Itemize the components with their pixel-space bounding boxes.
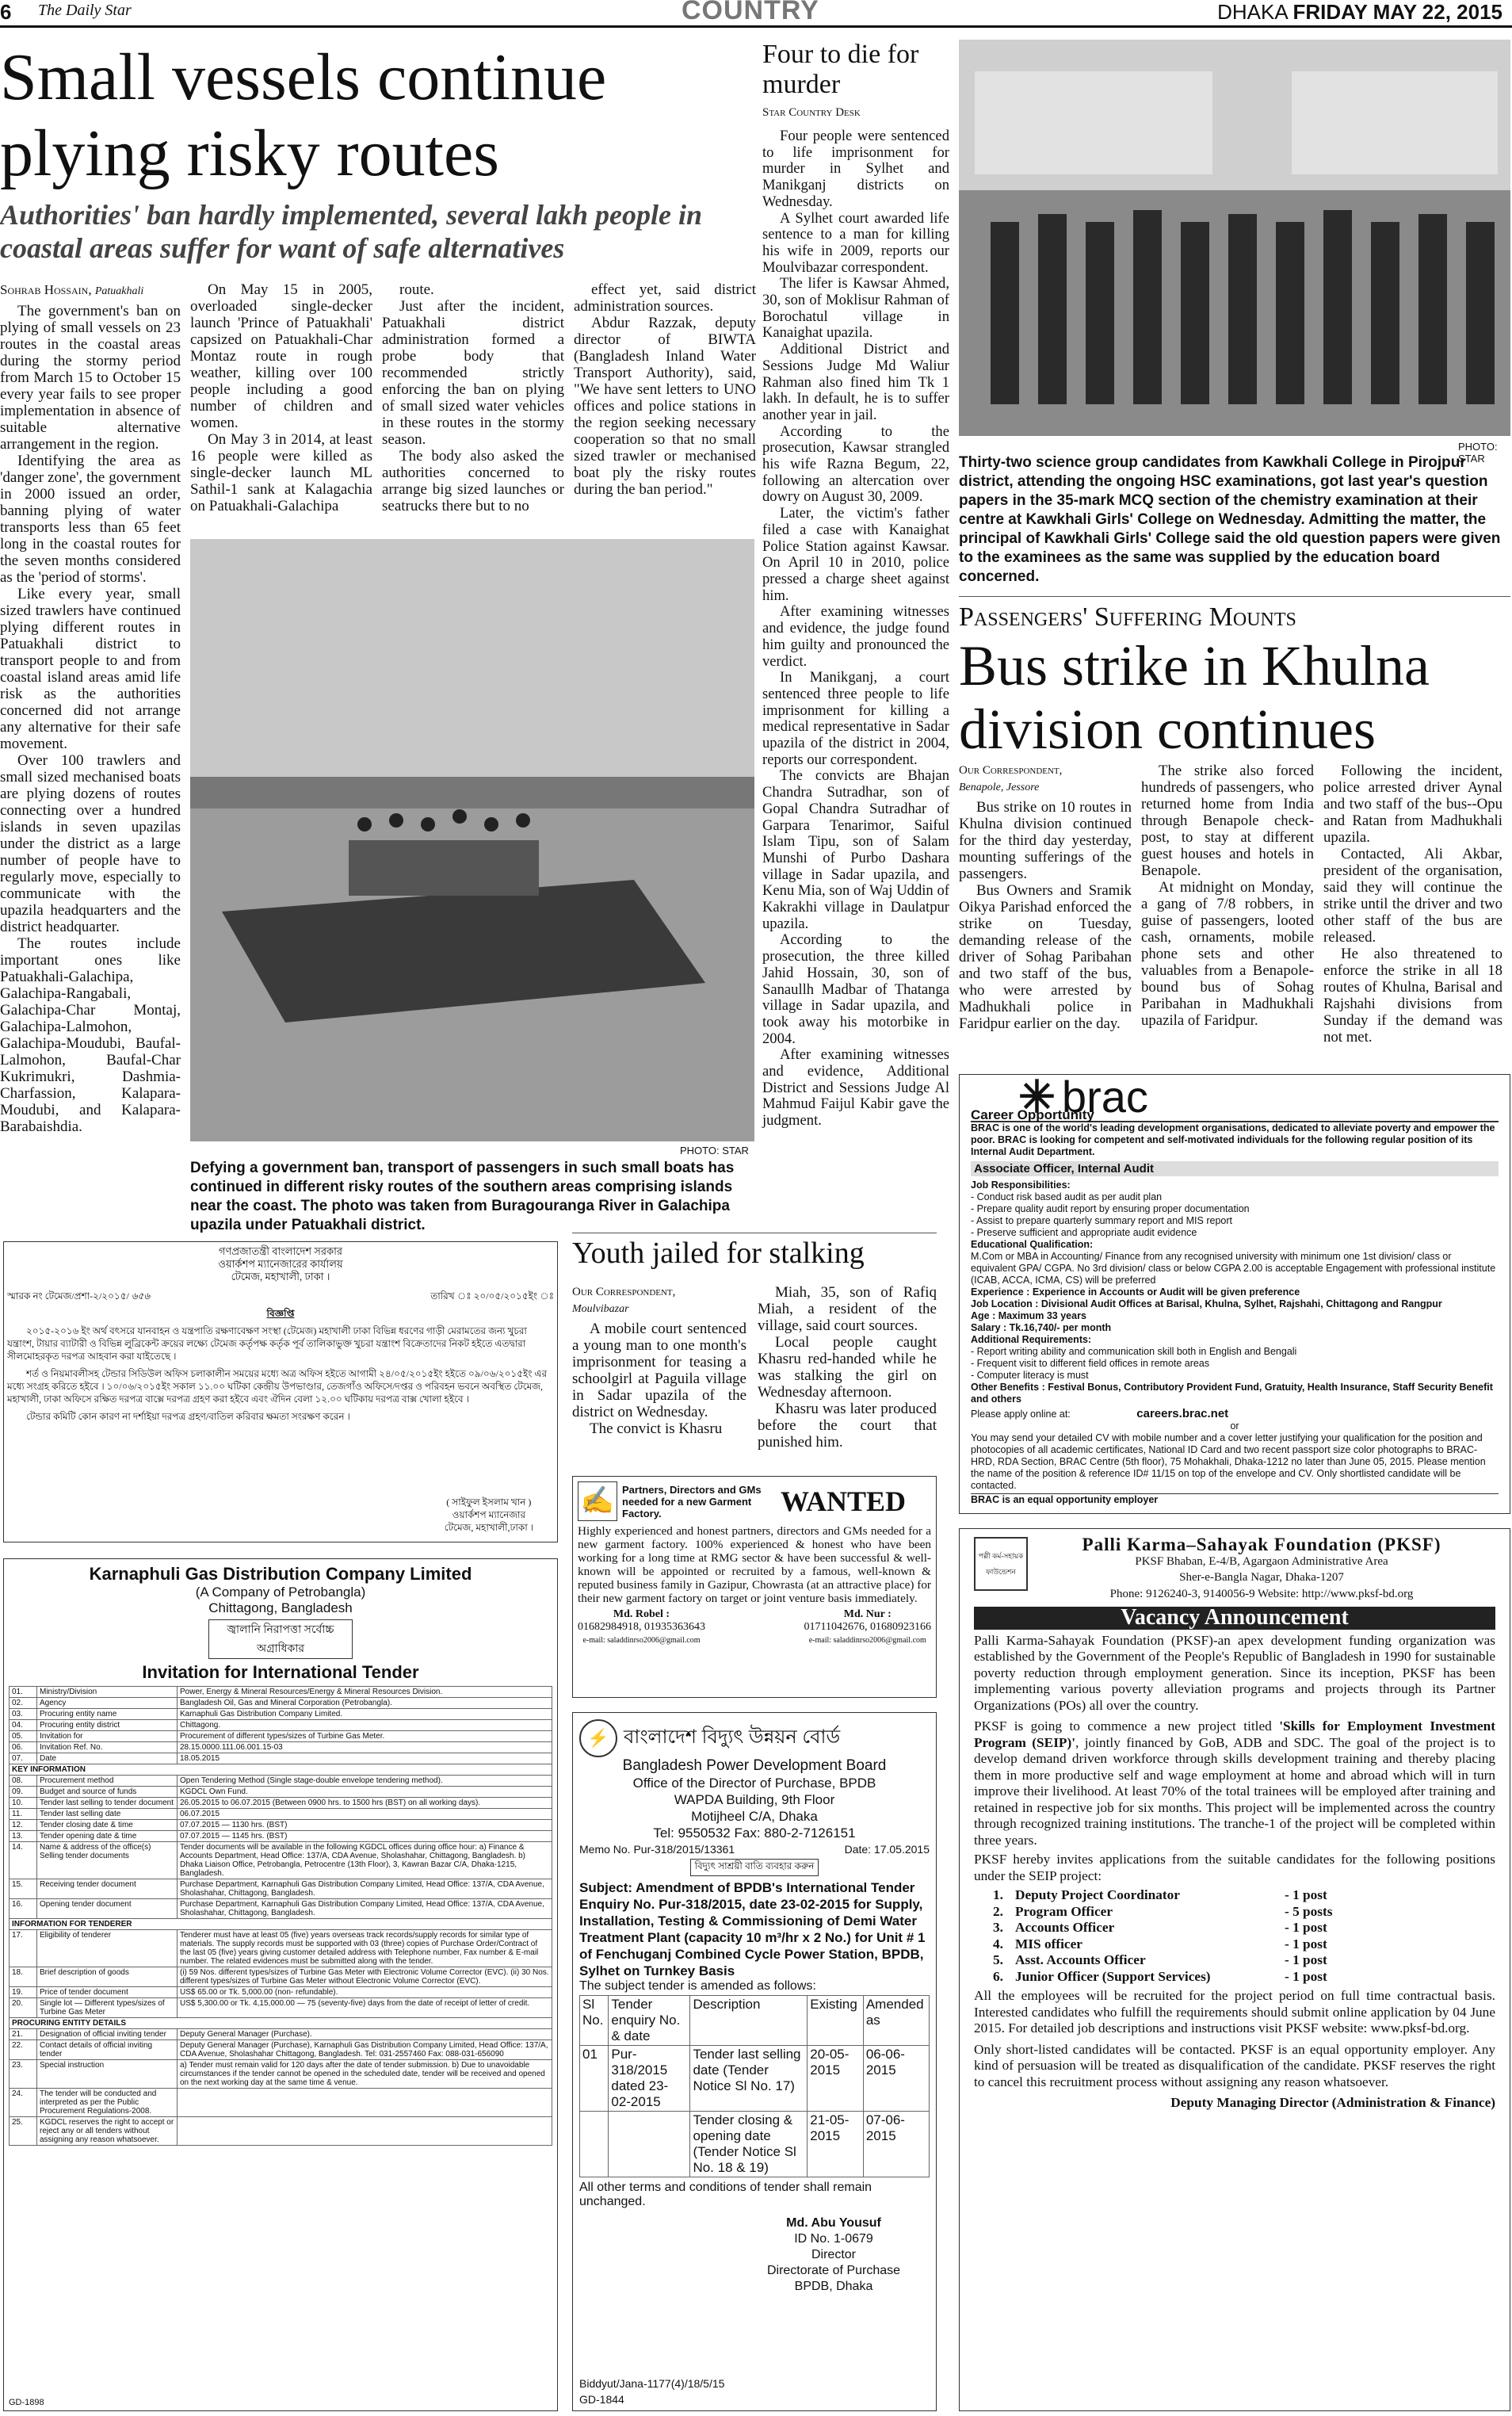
murder-headline: Four to die for murder: [762, 40, 919, 99]
brac-career: Career Opportunity: [971, 1109, 1499, 1122]
table-row: 04. Procuring entity district Chittagong.: [10, 1720, 552, 1731]
bpdb-cell: [580, 2112, 609, 2177]
kgdcl-heading: Invitation for International Tender: [142, 1662, 419, 1682]
table-row: 25. KGDCL reserves the right to accept or reject any or all tenders without assigning any reason whatsoever.: [10, 2117, 552, 2146]
bpdb-logo-icon: ⚡: [579, 1719, 617, 1757]
paragraph: effect yet, said district administration sources.: [574, 281, 756, 315]
bpdb-cell: 06-06-2015: [863, 2046, 929, 2112]
wanted-c2-phone: 01711042676, 01680923166: [804, 1621, 931, 1633]
boat-photo-caption: Defying a government ban, transport of passengers in such small boats has continued in different risky routes of the southern areas comprising islands near the coast. The photo was taken from Buragouranga River in Galachipa upazila under Patuakhali district.: [190, 1160, 735, 1233]
brac-edu-heading: Educational Qualification:: [971, 1239, 1094, 1250]
brac-experience: Experience : Experience in Accounts or Audit will be given preference: [971, 1286, 1300, 1298]
table-row: 06. Invitation Ref. No. 28.15.0000.111.06.001.15-03: [10, 1742, 552, 1753]
bpdb-code1: Biddyut/Jana-1177(4)/18/5/15: [579, 2377, 725, 2390]
table-row: PROCURING ENTITY DETAILS: [10, 2018, 552, 2029]
list-item: 6. Junior Officer (Support Services) - 1 post: [993, 1968, 1327, 1984]
wanted-word: WANTED: [781, 1485, 907, 1517]
paragraph: On May 3 in 2014, at least 16 people were killed as single-decker launch ML Sathil-1 sank at Kalagachia on Patuakhali-Galachipa: [190, 431, 372, 514]
murder-body: [762, 128, 949, 1130]
students-illustration: [959, 40, 1510, 436]
bpdb-th-existing: Existing: [808, 1996, 864, 2046]
table-row: 21. Designation of official inviting tender Deputy General Manager (Purchase).: [10, 2029, 552, 2040]
paragraph: According to the prosecution, Kawsar strangled his wife Razna Begum, 22, following an altercation over dowry on August 30, 2009.: [762, 422, 949, 506]
bpdb-cell: 21-05-2015: [808, 2112, 864, 2177]
bus-kicker: Passengers' Suffering Mounts: [959, 602, 1296, 632]
temej-org2: ওয়ার্কশপ ম্যানেজারের কার্যালয়: [218, 1258, 343, 1270]
hsc-photo-credit: PHOTO: STAR: [1458, 441, 1498, 464]
boat-illustration: [190, 539, 754, 1141]
table-row: 09. Budget and source of funds KGDCL Own Fund.: [10, 1787, 552, 1798]
bpdb-date: Date: 17.05.2015: [844, 1843, 930, 1856]
bpdb-cell: Tender last selling date (Tender Notice Sl No. 17): [690, 2046, 808, 2112]
brac-resp-heading: Job Responsibilities:: [971, 1179, 1071, 1191]
lead-column-1: Sohrab Hossain, Patuakhali The government's ban on plying of small vessels on 23 routes in the coastal areas during the stormy period from March 15 to October 15 every year fails to see proper implementation in absence of suitable alternative arrangement in the region. Identifying the area as 'danger zone', the government in 2000 issued an order, banning plying of water transports less than 65 feet long in the coastal routes for the seven months considered as the 'period of storms'. Like every year, small sized trawlers have continued plying different routes in Patuakhali district to transport people to and from coastal island areas amid life risk as the authorities concerned did not arrange any alternative for their safe movement. Over 100 trawlers and small sized mechanised boats are plying dozens of routes connecting over a hundred islands in seven upazilas under the district as a large number of people have to regularly move, especially to communicate with the upazila headquarters and the district headquarter. The routes include important ones like Patuakhali-Galachipa, Galachipa-Rangabali, Galachipa-Char Montaj, Galachipa-Lalmohon, Galachipa-Moudubi, Baufal-Lalmohon, Baufal-Char Kukrimukri, Dashmia-Charfassion, Kalapara-Moudubi, and Kalapara-Barabaishdia.: [0, 282, 181, 1135]
bpdb-cell: 01: [580, 2046, 609, 2112]
youth-headline: Youth jailed for stalking: [572, 1237, 865, 1270]
temej-p3: টেন্ডার কমিটি কোন কারণ না দর্শাইয়া দরপত্র গ্রহণ/বাতিল করিবার ক্ষমতা সংরক্ষণ করেন ।: [26, 1411, 350, 1422]
table-row: 19. Price of tender document US$ 65.00 or Tk. 5,000.00 (non- refundable).: [10, 1987, 552, 1998]
bpdb-cell: Pur-318/2015 dated 23-02-2015: [609, 2046, 690, 2112]
pksf-ad: [959, 1528, 1510, 2411]
paragraph: Local people caught Khasru red-handed while he was stalking the girl on Wednesday afternoon.: [758, 1334, 937, 1401]
brac-intro: BRAC is one of the world's leading development organisations, dedicated to alleviate poverty and empower the poor. BRAC is looking for competent and self-motivated individuals for the following regular position of its Internal Audit Department.: [971, 1122, 1495, 1157]
paragraph: The strike also forced hundreds of passengers, who returned home from India through Benapole check-post, to stay at different guest houses and hotels in Benapole.: [1141, 763, 1314, 879]
paragraph: Miah, 35, son of Rafiq Miah, a resident of the village, said court sources.: [758, 1284, 937, 1334]
table-row: 14. Name & address of the office(s) Selling tender documents Tender documents will be available in the following KGDCL offices during office hour: a) Finance & Accounts Department, Head Office: 137/A, CDA Avenue, Sholashahar, Chittagong, Bangladesh. b) Dhaka Liaison Office, Petrobangla, Petrocentre (13th Floor), 3, Kawran Bazar C/A, Dhaka-1215, Bangladesh.: [10, 1842, 552, 1879]
bpdb-cell: 20-05-2015: [808, 2046, 864, 2112]
section-title: COUNTRY: [682, 0, 819, 25]
brac-add-list: [971, 1346, 1499, 1382]
pksf-logo: পল্লী কর্ম-সহায়ক ফাউন্ডেশন: [974, 1537, 1028, 1591]
lead-column-3: [382, 281, 564, 514]
bus-column-3: [1323, 763, 1502, 1046]
brac-site-link[interactable]: careers.brac.net: [1136, 1407, 1229, 1420]
paragraph: - Computer literacy is must: [971, 1370, 1089, 1381]
temej-memo-no: ৬৫৬: [131, 1290, 151, 1302]
paragraph: After examining witnesses and evidence, Additional District and Sessions Judge Al Mahmud Faijul Kabir gave the judgment.: [762, 1046, 949, 1130]
bpdb-code2: GD-1844: [579, 2393, 624, 2406]
temej-org1: গণপ্রজাতন্ত্রী বাংলাদেশ সরকার: [218, 1245, 343, 1257]
wanted-c1-phone: 01682984918, 01935363643: [578, 1621, 705, 1633]
lead-col1-text: [0, 303, 181, 1135]
table-row: 23. Special instruction a) Tender must remain valid for 120 days after the date of tender submission. b) Due to unavoidable circumstances if the tender cannot be opened in the scheduled date, tender will be received and opened on the next working day at the same time & venue.: [10, 2060, 552, 2089]
bpdb-th-amended: Amended as: [863, 1996, 929, 2046]
table-row: 20. Single lot — Different types/sizes of Turbine Gas Meter US$ 5,300.00 or Tk. 4,15,000.00 — 75 (seventy-five) days from the date of receipt of letter of credit.: [10, 1998, 552, 2018]
lead-column-4: [574, 281, 756, 498]
table-row: 03. Procuring entity name Karnaphuli Gas Distribution Company Limited.: [10, 1709, 552, 1720]
pksf-p5: Only short-listed candidates will be contacted. PKSF is an equal opportunity employer. Any kind of persuasion will be treated as disqualification of the candidate. PKSF reserves the right to cancel this recruitment process without assigning any reason whatsoever.: [974, 2041, 1495, 2089]
paragraph: Over 100 trawlers and small sized mechanised boats are plying dozens of routes connecting over a hundred islands in seven upazilas under the district as a large number of people have to regularly move, especially to communicate with the upazila headquarters and the district headquarter.: [0, 752, 181, 935]
boat-photo: [190, 539, 754, 1141]
youth-column-1: Our Correspondent, Moulvibazar A mobile court sentenced a young man to one month's imprisonment for teasing a schoolgirl at Paguila village in Sadar upazila of the district on Wednesday. The convict is Khasru: [572, 1286, 746, 1437]
bpdb-sig4: Directorate of Purchase: [766, 2264, 901, 2277]
murder-byline: Star Country Desk: [762, 106, 861, 119]
table-row: 13. Tender opening date & time 07.07.2015 — 1145 hrs. (BST): [10, 1831, 552, 1842]
paragraph: Abdur Razzak, deputy director of BIWTA (Bangladesh Inland Water Transport Authority), said, "We have sent letters to UNO offices and police stations in the region seeking necessary cooperation so that no small sized trawler or mechanised boat ply the risky routes during the ban period.": [574, 315, 756, 498]
bus-column-2: [1141, 763, 1314, 1029]
bpdb-sig1: Md. Abu Yousuf: [786, 2216, 881, 2230]
kgdcl-tender: [3, 1558, 558, 2411]
paragraph: route.: [399, 281, 434, 298]
table-row: 22. Contact details of official inviting tender Deputy General Manager (Purchase), Karnaphuli Gas Distribution Company Limited, Head Office: 137/A, CDA Avenue, Sholashahar Chittagong, Bangladesh. Tel: 031-2557460 Fax: 088-031-656090: [10, 2040, 552, 2060]
table-row: 02. Agency Bangladesh Oil, Gas and Mineral Corporation (Petrobangla).: [10, 1698, 552, 1709]
bpdb-l3: Motijheel C/A, Dhaka: [691, 1809, 818, 1824]
wanted-c2-email: e-mail: saladdinrso2006@gmail.com: [808, 1636, 926, 1645]
wanted-ad: [572, 1476, 937, 1698]
table-row: 10. Tender last selling to tender document 26.05.2015 to 06.07.2015 (Between 0900 hrs. to 1500 hrs (BST) on all working days).: [10, 1798, 552, 1809]
paragraph: - Frequent visit to different field offices in remote areas: [971, 1358, 1210, 1369]
paragraph: On May 15 in 2005, overloaded single-decker launch 'Prince of Patuakhali' capsized on Patuakhali-Char Montaz route in rough weather, killing over 100 people including a good number of children and women.: [190, 281, 372, 431]
header-rule: [0, 25, 1512, 28]
wanted-body: Highly experienced and honest partners, directors and GMs needed for a new garment factory. 100% experienced & honest who have been working for a long time at RMG sector & have been successful & well-known will be appointed or recruited by a famous, well-known & reputed business family in Gazipur, Chowrasta (at an attractive place) for their new garment factory on target or joint venture basis immediately.: [578, 1524, 931, 1605]
pksf-sig: Deputy Managing Director (Administration & Finance): [1170, 2095, 1495, 2110]
list-item: 4. MIS officer - 1 post: [993, 1936, 1327, 1952]
paragraph: The convict is Khasru: [590, 1420, 723, 1437]
table-row: 11. Tender last selling date 06.07.2015: [10, 1809, 552, 1820]
hsc-photo-caption: Thirty-two science group candidates from Kawkhali College in Pirojpur district, attending the ongoing HSC examinations, got last year's question papers in the 35-mark MCQ section of the chemistry examination at their centre at Kawkhali Girls' College on Wednesday. Admitting the matter, the principal of Kawkhali Girls' College said the old question papers were given to the examinees as the same was supplied by the education board concerned.: [959, 454, 1501, 585]
paragraph: Contacted, Ali Akbar, president of the organisation, said they will continue the strike until the driver and two other staff of the bus are released.: [1323, 846, 1502, 946]
hsc-photo: [959, 40, 1510, 436]
paragraph: Later, the victim's father filed a case with Kanaighat Police Station against Kawsar. On April 10 in 2010, police pressed a charge sheet against him.: [762, 505, 949, 604]
table-row: KEY INFORMATION: [10, 1764, 552, 1776]
table-row: 18. Brief description of goods (i) 59 Nos. different types/sizes of Turbine Gas Meter with Electronic Volume Corrector (EVC). (ii) 30 Nos. different types/sizes of Turbine Gas Meter without Electronic Volume Corrector (EVC).: [10, 1967, 552, 1987]
bpdb-bn-title: বাংলাদেশ বিদ্যুৎ উন্নয়ন বোর্ড: [624, 1726, 841, 1748]
bpdb-sig3: Director: [811, 2248, 856, 2261]
paragraph: In Manikganj, a court sentenced three people to life imprisonment for killing a medical representative in Sadar upazila of the district in 2004, reports our correspondent.: [762, 669, 949, 768]
table-row: 01. Ministry/Division Power, Energy & Mineral Resources/Energy & Mineral Resources Division.: [10, 1687, 552, 1698]
temej-notice: [3, 1241, 558, 1542]
bus-column-1: Our Correspondent, Benapole, Jessore Bus strike on 10 routes in Khulna division continued for the third day yesterday, mounting sufferings of the passengers. Bus Owners and Sramik Oikya Parishad enforced the strike on Tuesday, demanding release of the driver of Sohag Paribahan and two staff of the bus, who were arrested by Madhukhali police in Faridpur earlier on the day.: [959, 764, 1132, 1032]
brac-salary: Salary : Tk.16,740/- per month: [971, 1322, 1112, 1333]
bpdb-th-sl: Sl No.: [580, 1996, 609, 2046]
bpdb-notice: [572, 1712, 937, 2411]
person-desk-icon: ✍: [578, 1481, 617, 1521]
table-row: 24. The tender will be conducted and interpreted as per the Public Procurement Regulations-2008.: [10, 2089, 552, 2117]
paragraph: Following the incident, police arrested driver Aynal and two staff of the bus--Opu and Ratan from Madhukhali upazila.: [1323, 763, 1502, 846]
paragraph: The routes include important ones like Patuakhali-Galachipa, Galachipa-Rangabali, Galachipa-Char Montaj, Galachipa-Lalmohon, Galachipa-Moudubi, Baufal-Lalmohon, Baufal-Char Kukrimukri, Dashmia-Charfassion, Kalapara-Moudubi, and Kalapara-Barabaishdia.: [0, 935, 181, 1135]
pksf-p1: Palli Karma-Sahayak Foundation (PKSF)-an apex development funding organization was established by the Government of the People's Republic of Bangladesh in 1990 for sustainable poverty reduction through employment generation. Since its inception, PKSF has been implementing various poverty alleviation programs and projects through its Partner Organizations (POs) all over the country.: [974, 1632, 1495, 1713]
bpdb-table: [579, 1995, 930, 2177]
table-row: INFORMATION FOR TENDERER: [10, 1919, 552, 1930]
boat-photo-credit: PHOTO: STAR: [680, 1145, 749, 1156]
brac-age: Age : Maximum 33 years: [971, 1310, 1086, 1321]
bpdb-title: Bangladesh Power Development Board: [622, 1757, 887, 1774]
list-item: 5. Asst. Accounts Officer - 1 post: [993, 1952, 1327, 1967]
brac-add-heading: Additional Requirements:: [971, 1334, 1092, 1345]
kgdcl-table: [9, 1686, 552, 2146]
paragraph: The government's ban on plying of small vessels on 23 routes in the coastal areas during the stormy period from March 15 to October 15 every year fails to see proper implementation in absence of suitable alternative arrangement in the region.: [0, 303, 181, 453]
paper-logo: The Daily Star: [38, 2, 132, 19]
table-row: 17. Eligibility of tenderer Tenderer must have at least 05 (five) years overseas track records/supply records for similar type of materials. The supply records must be supported with 03 (three) copies of Purchase Order/Contract of the last 05 (five) years giving customer detailed address with Telephone number, Fax number & E-mail number. The related evidences must be submitted along with the tender.: [10, 1930, 552, 1967]
brac-eoe: BRAC is an equal opportunity employer: [971, 1493, 1499, 1506]
pksf-a3: Phone: 9126240-3, 9140056-9 Website: http://www.pksf-bd.org: [1109, 1587, 1414, 1600]
paragraph: Additional District and Sessions Judge Md Waliur Rahman also fined him Tk 1 lakh. In default, he is to suffer another year in jail.: [762, 341, 949, 423]
kgdcl-slogan: জ্বালানি নিরাপত্তা সর্বোচ্চ অগ্রাধিকার: [208, 1619, 353, 1659]
temej-p2: শর্ত ও নিয়মাবলীসহ টেন্ডার সিডিউল অফিস চলাকালীন সময়ের মধ্যে অত্র অফিস হইতে আগামী ২৪/০৫/২০১৫ইং হইতে ০৯/০৬/২০১৫ইং এর মধ্যে সংগ্রহ করিতে হইবে । ১০/০৬/২০১৫ইং সকাল ১১.০০ ঘটিকা কেন্দ্রীয় উপভাণ্ডার, তেজগাঁও অফিসে/দপ্তর ও পরিবহন ভবনে অবস্থিত টেমেজ, মহাখালী, ঢাকা অফিসে রক্ষিত দরপত্র বাক্সে দরপত্র গ্রহণ করা হইবে এবং ঐদিন বেলা ১২.০০ ঘটিকায় দরপত্র বাক্স খোলা হইবে ।: [7, 1368, 548, 1405]
brac-or: or: [1230, 1420, 1239, 1432]
table-row: 07. Date 18.05.2015: [10, 1753, 552, 1764]
kgdcl-sub2: Chittagong, Bangladesh: [208, 1600, 353, 1615]
bpdb-cell: Tender closing & opening date (Tender Notice Sl No. 18 & 19): [690, 2112, 808, 2177]
bus-rule: [959, 596, 1510, 597]
brac-benefits: Other Benefits : Festival Bonus, Contributory Provident Fund, Gratuity, Health Insurance, Staff Security Benefit and others: [971, 1382, 1493, 1405]
temej-sig3: টেমেজ, মহাখালী,ঢাকা ।: [444, 1522, 533, 1533]
brac-apply: Please apply online at:: [971, 1409, 1071, 1420]
brac-logo: brac: [1061, 1074, 1148, 1122]
pksf-p2: PKSF is going to commence a new project titled 'Skills for Employment Investment Program (SEIP)', jointly financed by GoB, ADB and SDC. The goal of the project is to develop demand driven workforce through skills development training and thereby placing them in more productive self and wage employment at home and abroad which will in turn improve their livelihood. At least 70% of the total trainees will be employed after training and retained in respective job for six months. This project will be implemented across the country through recognized training institutions. The tranche-1 of the project will be completed within three years.: [974, 1718, 1495, 1848]
brac-location: Job Location : Divisional Audit Offices at Barisal, Khulna, Sylhet, Rajshahi, Chittagong and Rangpur: [971, 1298, 1442, 1309]
lead-dek: Authorities' ban hardly implemented, several lakh people in coastal areas suffer for want of safe alternatives: [0, 199, 703, 264]
list-item: 1. Deputy Project Coordinator - 1 post: [993, 1887, 1327, 1902]
paragraph: Khasru was later produced before the court that punished him.: [758, 1401, 937, 1451]
temej-p1: ২০১৫-২০১৬ ইং অর্থ বৎসরে যানবাহন ও যন্ত্রপাতি রক্ষণাবেক্ষণ সংস্থা (টেমেজ) মহাখালী ঢাকা বিভিন্ন ধরণের গাড়ী মেরামতের জন্য খুচরা যন্ত্রাংশ, টায়ার ব্যাটারী ও বিভিন্ন লুব্রিকেন্ট ক্রয়ের লক্ষ্যে টেমেজ কর্তৃপক্ষ কর্তৃক পূর্ব তালিকাভুক্ত খুচরা যন্ত্রাংশ বিক্রেতাদের নিকট হইতে এতদ্বারা সীলমোহরকৃত দরপত্র আহবান করা যাইতেছে ।: [7, 1325, 527, 1362]
brac-edu: M.Com or MBA in Accounting/ Finance from any recognised university with minimum one 1st division/ class or equivalent GPA/ CGPA. No 3rd division/ class or below CGPA 2.00 is acceptable Engagement with professional institute (ICAB, ACCA, ICMA, CS) will be preferred: [971, 1251, 1496, 1286]
temej-memo: স্মারক নং টেমেজ/প্রশা-২/২০১৫/: [7, 1290, 129, 1302]
wanted-top: Partners, Directors and GMs needed for a new Garment Factory.: [622, 1483, 762, 1520]
pksf-banner: Vacancy Announcement: [974, 1607, 1495, 1630]
bpdb-slogan: বিদ্যুৎ সাশ্রয়ী বাতি ব্যবহার করুন: [690, 1859, 819, 1876]
wanted-c1-name: Md. Robel :: [613, 1608, 670, 1620]
paragraph: - Preserve sufficient and appropriate audit evidence: [971, 1227, 1197, 1238]
table-row: 16. Opening tender document Purchase Department, Karnaphuli Gas Distribution Company Limited, Head Office: 137/A, CDA Avenue, Sholashahar, Chittagong, Bangladesh.: [10, 1899, 552, 1919]
wanted-c2-name: Md. Nur :: [843, 1608, 892, 1620]
bpdb-th-enquiry: Tender enquiry No. & date: [609, 1996, 690, 2046]
temej-sig2: ওয়ার্কশপ ম্যানেজার: [452, 1509, 526, 1520]
brac-resp-list: [971, 1191, 1499, 1239]
youth-column-2: [758, 1284, 937, 1451]
bpdb-note: All other terms and conditions of tender shall remain unchanged.: [579, 2181, 872, 2208]
pksf-p3: PKSF hereby invites applications from the suitable candidates for the following positions under the SEIP project:: [974, 1852, 1495, 1883]
paragraph: After examining witnesses and evidence, the judge found him guilty and pronounced the verdict.: [762, 603, 949, 670]
temej-title: বিজ্ঞপ্তি: [266, 1308, 295, 1319]
table-row: 12. Tender closing date & time 07.07.2015 — 1130 hrs. (BST): [10, 1820, 552, 1831]
masthead: [0, 0, 1512, 24]
table-row: 15. Receiving tender document Purchase Department, Karnaphuli Gas Distribution Company Limited, Head Office: 137/A, CDA Avenue, Sholashahar, Chittagong, Bangladesh.: [10, 1879, 552, 1899]
lead-column-2: [190, 281, 372, 514]
bus-headline: Bus strike in Khulna division continues: [959, 634, 1430, 761]
bpdb-cell: [609, 2112, 690, 2177]
bpdb-subject: Subject: Amendment of BPDB's International Tender Enquiry No. Pur-318/2015, date 23-02-2015 for Supply, Installation, Testing & Commissioning of Demi Water Treatment Plant (capacity 10 m³/hr x 2 No.) for Unit # 1 of Fenchuganj Combined Cycle Power Station, BPDB, Sylhet on Turnkey Basis: [579, 1880, 926, 1978]
temej-sig1: ( সাইফুল ইসলাম খান ): [446, 1497, 532, 1508]
paragraph: A Sylhet court awarded life sentence to a man for killing his wife in 2009, reports our Moulvibazar correspondent.: [762, 209, 949, 276]
paragraph: The convicts are Bhajan Chandra Sutradhar, son of Gopal Chandra Sutradhar of Garpara Tenarimor, Saiful Islam Tipu, son of Salam Munshi of Purbo Dashara village in Sadar upazila, and Kenu Mia, son of Waj Uddin of Kakrakhi village in Daulatpur upazila.: [762, 767, 949, 932]
temej-org3: টেমেজ, মহাখালী, ঢাকা ।: [231, 1271, 330, 1283]
paragraph: The body also asked the authorities concerned to arrange big sized launches or seatrucks there but to no: [382, 448, 564, 514]
lead-headline: Small vessels continue plying risky routes: [0, 40, 607, 190]
list-item: 2. Program Officer - 5 posts: [993, 1903, 1333, 1919]
paragraph: Bus Owners and Sramik Oikya Parishad enforced the strike on Tuesday, demanding release of the driver of Sohag Paribahan and two staff of the bus, who were arrested by Madhukhali police in Faridpur earlier on the day.: [959, 882, 1132, 1032]
bpdb-l4: Tel: 9550532 Fax: 880-2-7126151: [653, 1825, 856, 1841]
kgdcl-code: GD-1898: [9, 2398, 44, 2407]
bpdb-th-desc: Description: [690, 1996, 808, 2046]
paragraph: - Assist to prepare quarterly summary report and MIS report: [971, 1215, 1232, 1226]
bpdb-amended: The subject tender is amended as follows:: [579, 1979, 816, 1993]
paragraph: Like every year, small sized trawlers have continued plying different routes in Patuakhali district to transport people to and from coastal island areas amid life risk as the authorities concerned did not arrange any alternative for their safe movement.: [0, 586, 181, 752]
bpdb-cell: 07-06-2015: [863, 2112, 929, 2177]
paragraph: He also threatened to enforce the strike in all 18 routes of Khulna, Barisal and Rajshahi divisions from Sunday if the demand was not met.: [1323, 946, 1502, 1046]
bpdb-sig5: BPDB, Dhaka: [794, 2280, 873, 2293]
edition-date: DHAKA FRIDAY MAY 22, 2015: [1217, 0, 1502, 24]
bpdb-l1: Office of the Director of Purchase, BPDB: [632, 1776, 876, 1791]
pksf-title: Palli Karma–Sahayak Foundation (PKSF): [1082, 1535, 1441, 1554]
table-row: 08. Procurement method Open Tendering Method (Single stage-double envelope tendering method).: [10, 1776, 552, 1787]
paragraph: - Conduct risk based audit as per audit plan: [971, 1191, 1163, 1202]
list-item: 3. Accounts Officer - 1 post: [993, 1920, 1327, 1935]
kgdcl-sub1: (A Company of Petrobangla): [195, 1585, 366, 1600]
paragraph: Identifying the area as 'danger zone', the government in 2000 issued an order, banning plying of water transports less than 65 feet long in the coastal routes for the seven months considered as the 'period of storms'.: [0, 453, 181, 586]
brac-logo-icon: ✳: [1018, 1074, 1056, 1122]
brac-position: Associate Officer, Internal Audit: [971, 1161, 1499, 1176]
table-row: 05. Invitation for Procurement of different types/sizes of Turbine Gas Meter.: [10, 1731, 552, 1742]
paragraph: Bus strike on 10 routes in Khulna division continued for the third day yesterday, mounting sufferings of the passengers.: [959, 799, 1132, 882]
pksf-p4: All the employees will be recruited for the project period on full time contractual basis. Interested candidates who fulfill the requirements should submit online application by 04 June 2015. For detailed job descriptions and instructions visit PKSF website: www.pksf-bd.org.: [974, 1988, 1495, 2036]
paragraph: - Prepare quality audit report by ensuring proper documentation: [971, 1203, 1250, 1214]
paragraph: Four people were sentenced to life imprisonment for murder in Sylhet and Manikganj districts on Wednesday.: [762, 128, 949, 210]
pksf-a2: Sher-e-Bangla Nagar, Dhaka-1207: [1179, 1571, 1344, 1584]
kgdcl-title: Karnaphuli Gas Distribution Company Limited: [89, 1564, 472, 1584]
bpdb-memo: Memo No. Pur-318/2015/13361: [579, 1843, 735, 1856]
paragraph: A mobile court sentenced a young man to one month's imprisonment for teasing a schoolgirl at Paguila village in Sadar upazila of the district on Wednesday.: [572, 1321, 746, 1420]
wanted-c1-email: e-mail: saladdinrso2006@gmail.com: [582, 1636, 701, 1645]
brac-mail: You may send your detailed CV with mobile number and a cover letter justifying your qualification for the position and photocopies of all academic certificates, National ID Card and two recent passport size color photographs to BRAC-HRD, RDA Section, BRAC Centre (5th floor), 75 Mohakhali, Dhaka-1212 no later than June 05, 2015. Please mention the name of the position & reference ID# 11/15 on top of the envelope and CV. Only shortlisted candidate will be contacted.: [971, 1432, 1486, 1491]
bpdb-l2: WAPDA Building, 9th Floor: [674, 1792, 835, 1807]
page-number: 6: [0, 0, 12, 24]
paragraph: Just after the incident, Patuakhali district administration formed a probe body that recommended strictly enforcing the ban on plying of small sized water vehicles in these routes in the stormy season.: [382, 298, 564, 448]
paragraph: The lifer is Kawsar Ahmed, 30, son of Moklisur Rahman of Borochatul village in Kanaighat upazila.: [762, 275, 949, 342]
temej-date: তারিখ ঃ ২০/০৫/২০১৫ইং ঃ: [430, 1290, 554, 1302]
bpdb-sig2: ID No. 1-0679: [794, 2232, 873, 2246]
paragraph: According to the prosecution, the three killed Jahid Hossain, 30, son of Sanaullh Madbar of Thatanga village in Sadar upazila, and took away his motorbike in 2004.: [762, 931, 949, 1047]
brac-ad: [959, 1074, 1510, 1514]
paragraph: At midnight on Monday, a gang of 7/8 robbers, in guise of passengers, looted cash, ornaments, mobile phone sets and other valuables from a Benapole-bound bus of Sohag Paribahan in Madhukhali upazila of Faridpur.: [1141, 879, 1314, 1029]
paragraph: - Report writing ability and communication skill both in English and Bengali: [971, 1346, 1297, 1357]
pksf-posts: [993, 1887, 1495, 1985]
pksf-a1: PKSF Bhaban, E-4/B, Agargaon Administrative Area: [1135, 1554, 1388, 1568]
